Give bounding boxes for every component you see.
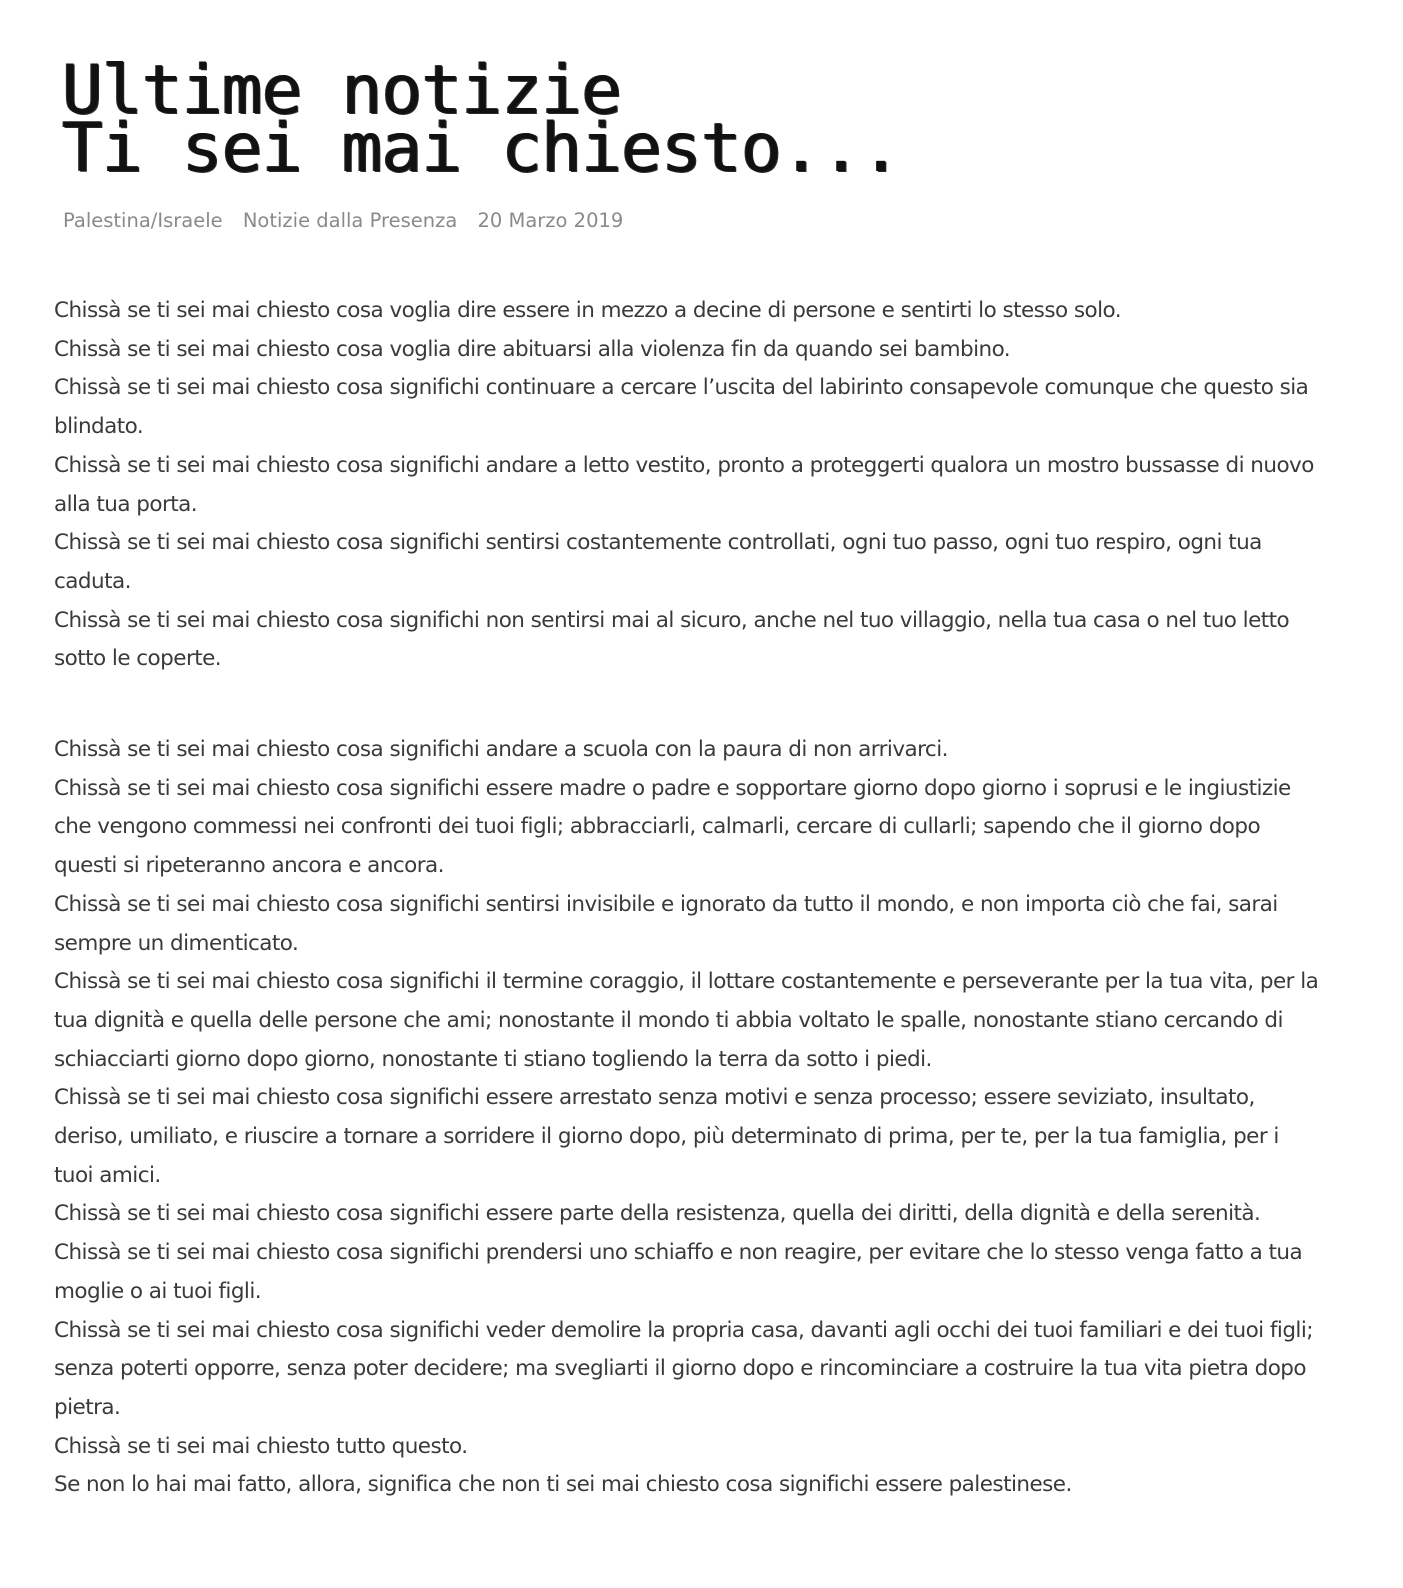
text-line: schiacciarti giorno dopo giorno, nonostante ti stiano togliendo la terra da sotto i piedi.	[54, 1046, 932, 1072]
text-line: Chissà se ti sei mai chiesto cosa significhi continuare a cercare l’uscita del labirinto consapevole comunque che questo sia	[54, 375, 1309, 401]
article-body	[54, 292, 1354, 1505]
text-line: sotto le coperte.	[54, 646, 222, 672]
text-line: Chissà se ti sei mai chiesto cosa significhi il termine coraggio, il lottare costantemente e perseverante per la tua vita, per la	[54, 969, 1319, 995]
text-line: Chissà se ti sei mai chiesto cosa significhi essere parte della resistenza, quella dei diritti, della dignità e della serenità.	[54, 1201, 1261, 1227]
meta-section-link[interactable]: Notizie dalla Presenza	[242, 209, 458, 232]
text-line: tua dignità e quella delle persone che ami; nonostante il mondo ti abbia voltato le spalle, nonostante stiano cercando di	[54, 1007, 1283, 1033]
text-line: moglie o ai tuoi figli.	[54, 1278, 262, 1304]
paragraph-1	[54, 292, 1354, 679]
text-line: sempre un dimenticato.	[54, 930, 299, 956]
title-line-1: Ultime notizie	[62, 51, 622, 130]
article-title	[62, 51, 1362, 188]
text-line: Chissà se ti sei mai chiesto cosa significhi andare a scuola con la paura di non arrivarci.	[54, 737, 948, 763]
text-line: pietra.	[54, 1394, 121, 1420]
text-line: Chissà se ti sei mai chiesto cosa significhi essere arrestato senza motivi e senza processo; essere seviziato, insultato,	[54, 1085, 1255, 1111]
text-line: alla tua porta.	[54, 491, 198, 517]
meta-date: 20 Marzo 2019	[477, 209, 624, 232]
text-line: Chissà se ti sei mai chiesto cosa voglia dire abituarsi alla violenza fin da quando sei bambino.	[54, 336, 1011, 362]
text-line: Chissà se ti sei mai chiesto cosa significhi sentirsi invisibile e ignorato da tutto il mondo, e non importa ciò che fai, sarai	[54, 891, 1278, 917]
paragraph-gap	[54, 679, 1354, 731]
text-line: caduta.	[54, 568, 131, 594]
text-line: Chissà se ti sei mai chiesto cosa significhi prendersi uno schiaffo e non reagire, per evitare che lo stesso venga fatto a tua	[54, 1240, 1303, 1266]
text-line: Chissà se ti sei mai chiesto cosa significhi essere madre o padre e sopportare giorno dopo giorno i soprusi e le ingiustizie	[54, 775, 1291, 801]
text-line: Chissà se ti sei mai chiesto cosa voglia dire essere in mezzo a decine di persone e sentirti lo stesso solo.	[54, 298, 1122, 323]
text-line: Chissà se ti sei mai chiesto cosa significhi veder demolire la propria casa, davanti agli occhi dei tuoi familiari e dei tuoi figli;	[54, 1317, 1313, 1343]
text-line: blindato.	[54, 414, 144, 440]
text-line: Chissà se ti sei mai chiesto cosa significhi sentirsi costantemente controllati, ogni tuo passo, ogni tuo respiro, ogni tua	[54, 530, 1262, 556]
text-line: senza poterti opporre, senza poter decidere; ma svegliarti il giorno dopo e rincominciare a costruire la tua vita pietra dopo	[54, 1356, 1307, 1382]
text-line: Chissà se ti sei mai chiesto tutto questo.	[54, 1433, 468, 1459]
text-line: deriso, umiliato, e riuscire a tornare a sorridere il giorno dopo, più determinato di prima, per te, per la tua famiglia, per i	[54, 1124, 1279, 1150]
text-line: Se non lo hai mai fatto, allora, significa che non ti sei mai chiesto cosa significhi essere palestinese.	[54, 1472, 1072, 1498]
text-line: Chissà se ti sei mai chiesto cosa significhi non sentirsi mai al sicuro, anche nel tuo villaggio, nella tua casa o nel tuo letto	[54, 607, 1290, 633]
text-line: questi si ripeteranno ancora e ancora.	[54, 853, 444, 879]
title-line-2: Ti sei mai chiesto...	[62, 109, 901, 188]
article-meta	[63, 209, 637, 232]
text-line: Chissà se ti sei mai chiesto cosa significhi andare a letto vestito, pronto a proteggerti qualora un mostro bussasse di nuovo	[54, 452, 1314, 478]
meta-category-link[interactable]: Palestina/Israele	[63, 209, 223, 232]
paragraph-2	[54, 731, 1354, 1505]
text-line: che vengono commessi nei confronti dei tuoi figli; abbracciarli, calmarli, cercare di cullarli; sapendo che il giorno dopo	[54, 814, 1261, 840]
text-line: tuoi amici.	[54, 1162, 161, 1188]
